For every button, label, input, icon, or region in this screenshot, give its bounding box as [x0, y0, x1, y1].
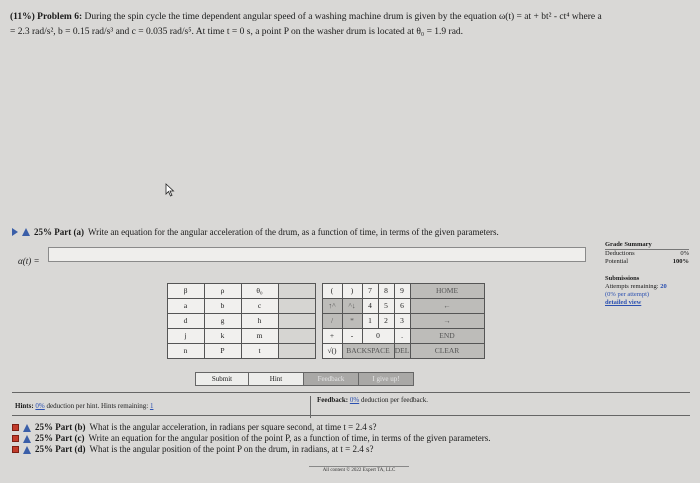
key-left-arrow[interactable]: ← [410, 298, 485, 314]
key-multiply[interactable]: * [342, 313, 363, 329]
deductions-row [605, 250, 689, 258]
hints-remaining: 1 [149, 402, 154, 410]
hint-button[interactable]: Hint [248, 372, 304, 386]
key-home[interactable]: HOME [410, 283, 485, 299]
key-2[interactable]: 2 [378, 313, 395, 329]
key-b[interactable]: b [204, 298, 242, 314]
key-superscript[interactable]: ↑^ [322, 298, 343, 314]
part-a-header [12, 227, 499, 237]
key-spacer [278, 283, 316, 299]
key-backspace[interactable]: BACKSPACE [342, 343, 395, 359]
key-c[interactable]: c [241, 298, 279, 314]
part-a-prompt: Write an equation for the angular acceleration of the drum, as a function of time, in terms of the given parameters. [87, 227, 499, 237]
feedback-button[interactable]: Feedback [303, 372, 359, 386]
key-open-paren[interactable]: ( [322, 283, 343, 299]
warning-icon [23, 435, 31, 443]
key-4[interactable]: 4 [362, 298, 379, 314]
action-buttons [195, 372, 413, 386]
key-plus[interactable]: + [322, 328, 343, 344]
problem-label: (11%) Problem 6: [10, 12, 83, 22]
warning-icon [23, 424, 31, 432]
deductions-label: Deductions [605, 250, 635, 257]
part-c-text: Write an equation for the angular position of the point P, as a function of time, in terms of the given parameters. [88, 433, 491, 443]
part-d-row[interactable] [12, 444, 491, 455]
key-t[interactable]: t [241, 343, 279, 359]
part-c-row[interactable] [12, 433, 491, 444]
problem-statement [10, 10, 690, 40]
part-c-label: 25% Part (c) [35, 433, 85, 443]
submissions-title: Submissions [605, 275, 640, 282]
give-up-button[interactable]: I give up! [358, 372, 414, 386]
attempts-row [605, 283, 689, 291]
key-9[interactable]: 9 [394, 283, 411, 299]
play-icon[interactable] [12, 228, 18, 236]
potential-row [605, 258, 689, 266]
key-7[interactable]: 7 [362, 283, 379, 299]
part-b-label: 25% Part (b) [35, 422, 86, 432]
operator-keys [322, 283, 484, 358]
key-k[interactable]: k [204, 328, 242, 344]
key-right-arrow[interactable]: → [410, 313, 485, 329]
key-n[interactable]: n [167, 343, 205, 359]
key-del[interactable]: DEL [394, 343, 411, 359]
warning-icon [23, 446, 31, 454]
key-dot[interactable]: . [394, 328, 411, 344]
detailed-view-link[interactable]: detailed view [605, 299, 642, 306]
key-a[interactable]: a [167, 298, 205, 314]
answer-label: α(t) = [18, 256, 40, 266]
key-m[interactable]: m [241, 328, 279, 344]
feedback-text: deduction per feedback. [360, 396, 429, 404]
feedback-label: Feedback: [317, 396, 349, 404]
attempts-value: 20 [660, 283, 667, 290]
problem-text-line2: = 2.3 rad/s², b = 0.15 rad/s³ and c = 0.035 rad/s⁵. At time t = 0 s, a point P on the washer drum is located at θ₀ = 1.9 rad. [10, 27, 464, 37]
key-spacer [278, 298, 316, 314]
part-b-text: What is the angular acceleration, in radians per square second, at time t = 2.4 s? [89, 422, 377, 432]
hints-info [15, 402, 153, 410]
key-divide[interactable]: / [322, 313, 343, 329]
hints-text: deduction per hint. Hints remaining: [46, 402, 149, 410]
locked-icon [12, 446, 19, 453]
key-5[interactable]: 5 [378, 298, 395, 314]
key-sqrt[interactable]: √() [322, 343, 343, 359]
part-d-text: What is the angular position of the point P on the drum, in radians, at t = 2.4 s? [89, 444, 374, 454]
submit-button[interactable]: Submit [195, 372, 249, 386]
potential-label: Potential [605, 258, 629, 265]
key-minus[interactable]: - [342, 328, 363, 344]
mouse-pointer-icon [165, 183, 175, 197]
key-rho[interactable]: ρ [204, 283, 242, 299]
attempts-label: Attempts remaining: [605, 283, 659, 290]
other-parts [12, 422, 491, 455]
key-spacer [278, 313, 316, 329]
grade-summary-title: Grade Summary [605, 241, 689, 250]
key-spacer [278, 328, 316, 344]
key-end[interactable]: END [410, 328, 485, 344]
potential-value: 100% [672, 258, 689, 265]
hints-feedback-row [12, 392, 690, 416]
locked-icon [12, 424, 19, 431]
key-8[interactable]: 8 [378, 283, 395, 299]
warning-icon [22, 228, 30, 236]
key-P[interactable]: P [204, 343, 242, 359]
part-d-label: 25% Part (d) [35, 444, 86, 454]
feedback-info [310, 396, 428, 418]
hints-label: Hints: [15, 402, 34, 410]
key-3[interactable]: 3 [394, 313, 411, 329]
key-1[interactable]: 1 [362, 313, 379, 329]
variable-keys [167, 283, 315, 358]
copyright-footer: All content © 2022 Expert TA, LLC [309, 466, 409, 473]
key-g[interactable]: g [204, 313, 242, 329]
key-d[interactable]: d [167, 313, 205, 329]
key-theta0[interactable]: θ₀ [241, 283, 279, 299]
key-j[interactable]: j [167, 328, 205, 344]
deductions-value: 0% [680, 250, 689, 257]
locked-icon [12, 435, 19, 442]
key-spacer [278, 343, 316, 359]
part-a-label: 25% Part (a) [34, 227, 84, 237]
per-attempt: (0% per attempt) [605, 291, 650, 298]
key-0[interactable]: 0 [362, 328, 395, 344]
problem-text-line1: During the spin cycle the time dependent angular speed of a washing machine drum is given by the equation ω(t) = at + bt² - ct⁴ where a [84, 12, 602, 22]
key-subscript[interactable]: ^↓ [342, 298, 363, 314]
key-beta[interactable]: β [167, 283, 205, 299]
key-h[interactable]: h [241, 313, 279, 329]
key-close-paren[interactable]: ) [342, 283, 363, 299]
key-clear[interactable]: CLEAR [410, 343, 485, 359]
feedback-value: 0% [349, 396, 360, 404]
part-b-row[interactable] [12, 422, 491, 433]
hints-value: 0% [35, 402, 45, 410]
answer-input[interactable] [48, 247, 586, 262]
keypad [167, 283, 460, 358]
grade-summary [605, 241, 689, 307]
key-6[interactable]: 6 [394, 298, 411, 314]
